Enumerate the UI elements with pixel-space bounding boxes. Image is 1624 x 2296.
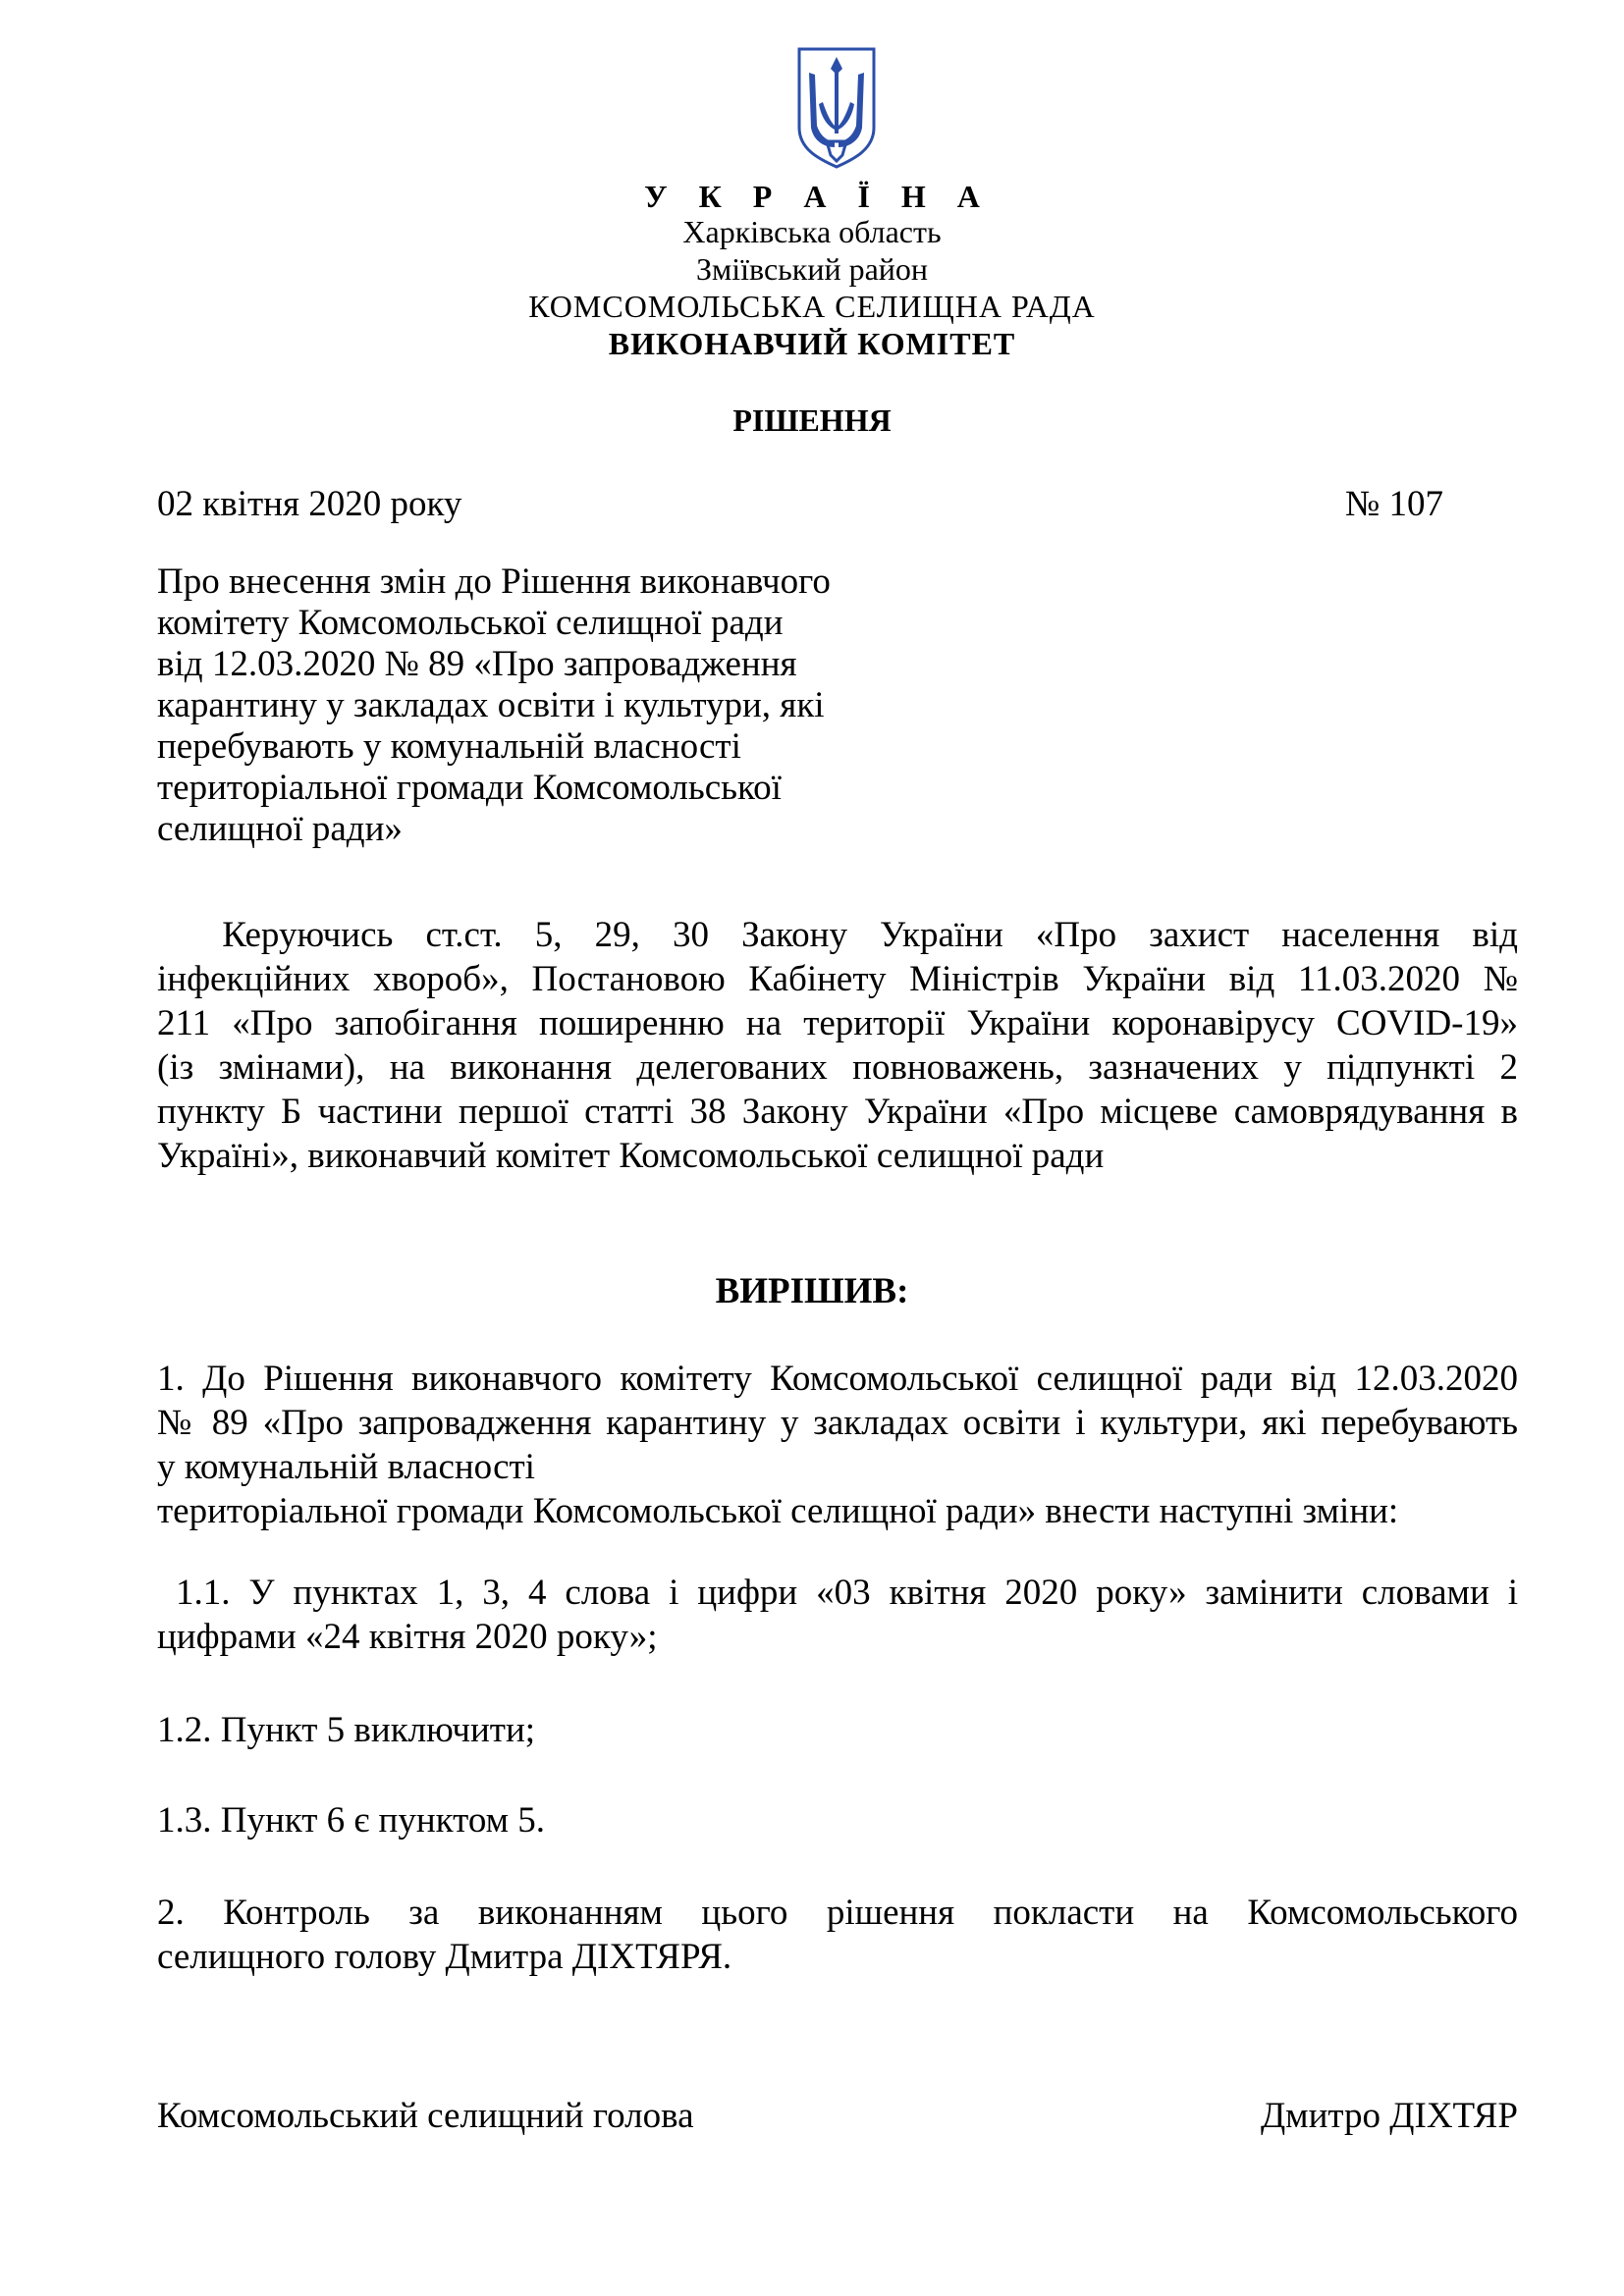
subject-line: комітету Комсомольської селищної ради <box>157 603 784 643</box>
decision-subject <box>157 561 903 850</box>
district-name: Зміївський район <box>695 251 929 287</box>
decision-number: № 107 <box>1344 484 1443 524</box>
subject-line: територіальної громади Комсомольської <box>157 768 782 808</box>
country-name: У К Р А Ї Н А <box>644 179 992 214</box>
decision-date: 02 квітня 2020 року <box>157 484 462 524</box>
preamble-line: Україні», виконавчий комітет Комсомольської селищної ради <box>157 1136 1105 1176</box>
region-name: Харківська область <box>682 214 942 249</box>
point-1-2-line: 1.2. Пункт 5 виключити; <box>157 1710 536 1750</box>
trident-coat-of-arms-icon <box>793 43 880 171</box>
preamble-paragraph <box>157 913 1518 1178</box>
point-2-line: 2. Контроль за виконанням цього рішення покласти на Комсомольського <box>157 1893 1518 1933</box>
subject-line: селищної ради» <box>157 809 403 849</box>
point-2-line: селищного голову Дмитра ДІХТЯРЯ. <box>157 1937 732 1977</box>
point-1-line: у комунальній власності <box>157 1447 535 1487</box>
point-1-1 <box>157 1571 1518 1659</box>
point-1-1-line: 1.1. У пунктах 1, 3, 4 слова і цифри «03 квітня 2020 року» замінити словами і <box>157 1573 1518 1613</box>
preamble-line: Керуючись ст.ст. 5, 29, 30 Закону України «Про захист населення від <box>157 915 1518 955</box>
committee-name: ВИКОНАВЧИЙ КОМІТЕТ <box>608 326 1016 361</box>
point-1-2 <box>157 1708 1518 1752</box>
preamble-line: 211 «Про запобігання поширенню на території України коронавірусу COVID-19» <box>157 1003 1518 1043</box>
point-1-line: територіальної громади Комсомольської селищної ради» внести наступні зміни: <box>157 1491 1399 1531</box>
subject-line: Про внесення змін до Рішення виконавчого <box>157 561 831 602</box>
point-1-3-line: 1.3. Пункт 6 є пунктом 5. <box>157 1800 546 1841</box>
signatory-title: Комсомольський селищний голова <box>157 2096 694 2136</box>
subject-line: карантину у закладах освіти і культури, які <box>157 685 825 725</box>
preamble-line: (із змінами), на виконання делегованих повноважень, зазначених у підпункті 2 <box>157 1047 1518 1088</box>
point-1-3 <box>157 1798 1518 1842</box>
point-1 <box>157 1357 1518 1533</box>
document-type: РІШЕННЯ <box>732 402 892 438</box>
subject-line: перебувають у комунальній власності <box>157 726 741 767</box>
preamble-line: пункту Б частини першої статті 38 Закону України «Про місцеве самоврядування в <box>157 1092 1518 1132</box>
point-2 <box>157 1891 1518 1979</box>
subject-line: від 12.03.2020 № 89 «Про запровадження <box>157 644 797 684</box>
signatory-name: Дмитро ДІХТЯР <box>1260 2096 1518 2136</box>
preamble-line: інфекційних хвороб», Постановою Кабінету Міністрів України від 11.03.2020 № <box>157 959 1518 999</box>
point-1-line: 1. До Рішення виконавчого комітету Комсомольської селищної ради від 12.03.2020 <box>157 1359 1518 1399</box>
council-name: КОМСОМОЛЬСЬКА СЕЛИЩНА РАДА <box>528 289 1096 324</box>
resolved-heading: ВИРІШИВ: <box>715 1271 909 1311</box>
point-1-1-line: цифрами «24 квітня 2020 року»; <box>157 1617 658 1657</box>
point-1-line: № 89 «Про запровадження карантину у закладах освіти і культури, які перебувають <box>157 1403 1518 1443</box>
